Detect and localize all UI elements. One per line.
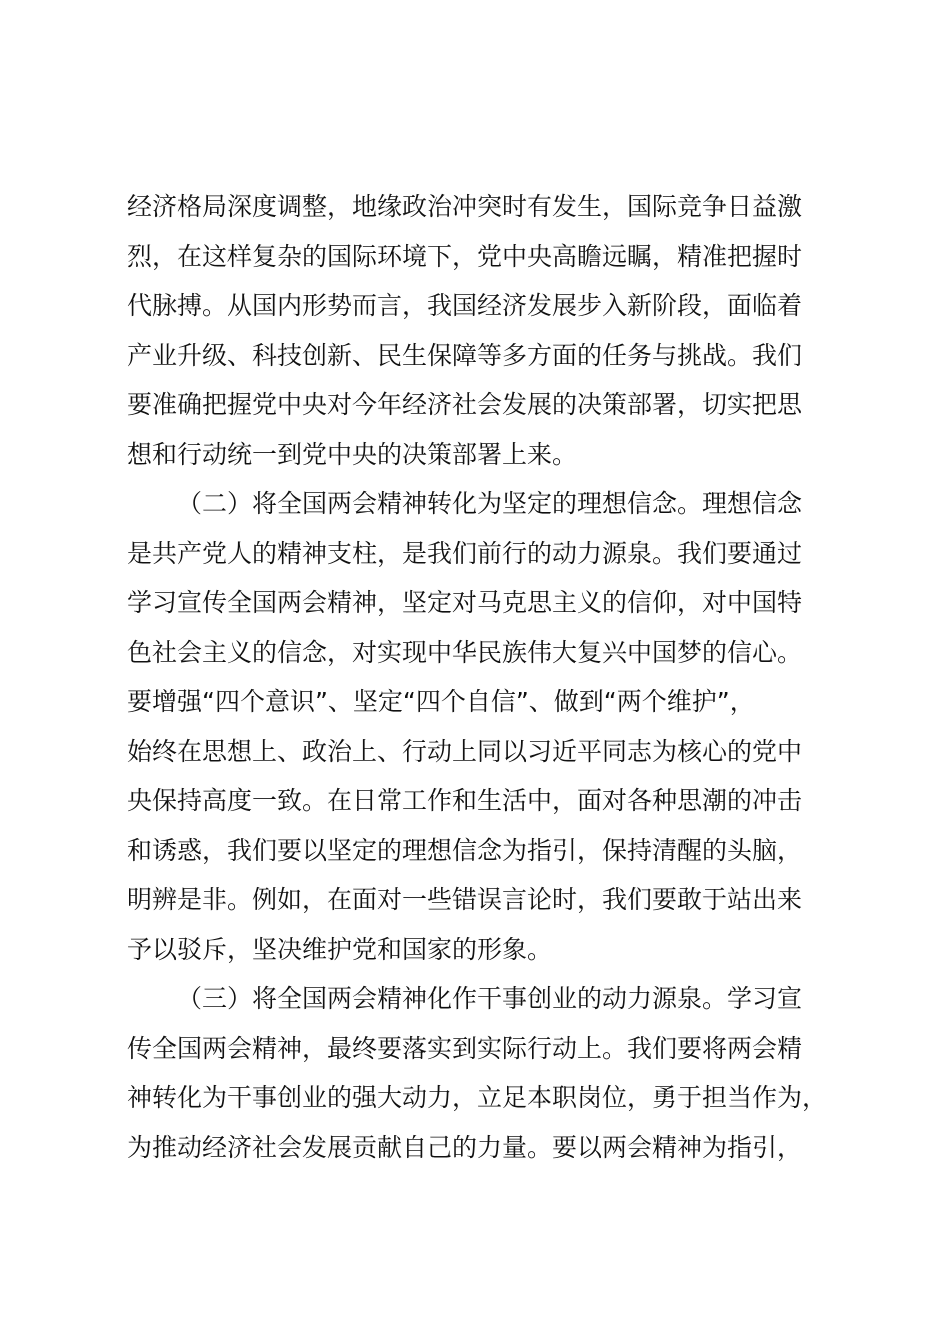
body-text: [127, 182, 833, 1172]
text-line: 代脉搏。从国内形势而言，我国经济发展步入新阶段，面临着: [127, 291, 803, 320]
text-line: 是共产党人的精神支柱，是我们前行的动力源泉。我们要通过: [127, 538, 803, 568]
text-line: 传全国两会精神，最终要落实到实际行动上。我们要将两会精: [127, 1033, 803, 1063]
text-line: 色社会主义的信念，对实现中华民族伟大复兴中国梦的信心。: [127, 637, 803, 667]
paragraph-heading-line: （二）将全国两会精神转化为坚定的理想信念。理想信念: [177, 489, 803, 518]
text-line: 始终在思想上、政治上、行动上同以习近平同志为核心的党中: [127, 736, 803, 766]
text-line: 明辨是非。例如，在面对一些错误言论时，我们要敢于站出来: [127, 885, 803, 914]
text-line: 予以驳斥，坚决维护党和国家的形象。: [127, 934, 553, 964]
text-line: 和诱惑，我们要以坚定的理想信念为指引，保持清醒的头脑，: [127, 835, 803, 865]
text-line: 经济格局深度调整，地缘政治冲突时有发生，国际竞争日益激: [127, 192, 803, 221]
text-line: 为推动经济社会发展贡献自己的力量。要以两会精神为指引，: [127, 1132, 803, 1162]
paragraph-heading-line: （三）将全国两会精神化作干事创业的动力源泉。学习宣: [177, 984, 803, 1013]
text-line: 要增强“四个意识”、坚定“四个自信”、做到“两个维护”，: [127, 687, 755, 716]
text-line: 想和行动统一到党中央的决策部署上来。: [127, 439, 578, 469]
text-line: 烈，在这样复杂的国际环境下，党中央高瞻远瞩，精准把握时: [127, 241, 803, 271]
text-line: 要准确把握党中央对今年经济社会发展的决策部署，切实把思: [127, 390, 803, 419]
text-line: 神转化为干事创业的强大动力，立足本职岗位，勇于担当作为，: [127, 1083, 828, 1112]
text-line: 产业升级、科技创新、民生保障等多方面的任务与挑战。我们: [127, 340, 803, 370]
text-line: 央保持高度一致。在日常工作和生活中，面对各种思潮的冲击: [127, 786, 803, 815]
text-line: 学习宣传全国两会精神，坚定对马克思主义的信仰，对中国特: [127, 588, 803, 617]
